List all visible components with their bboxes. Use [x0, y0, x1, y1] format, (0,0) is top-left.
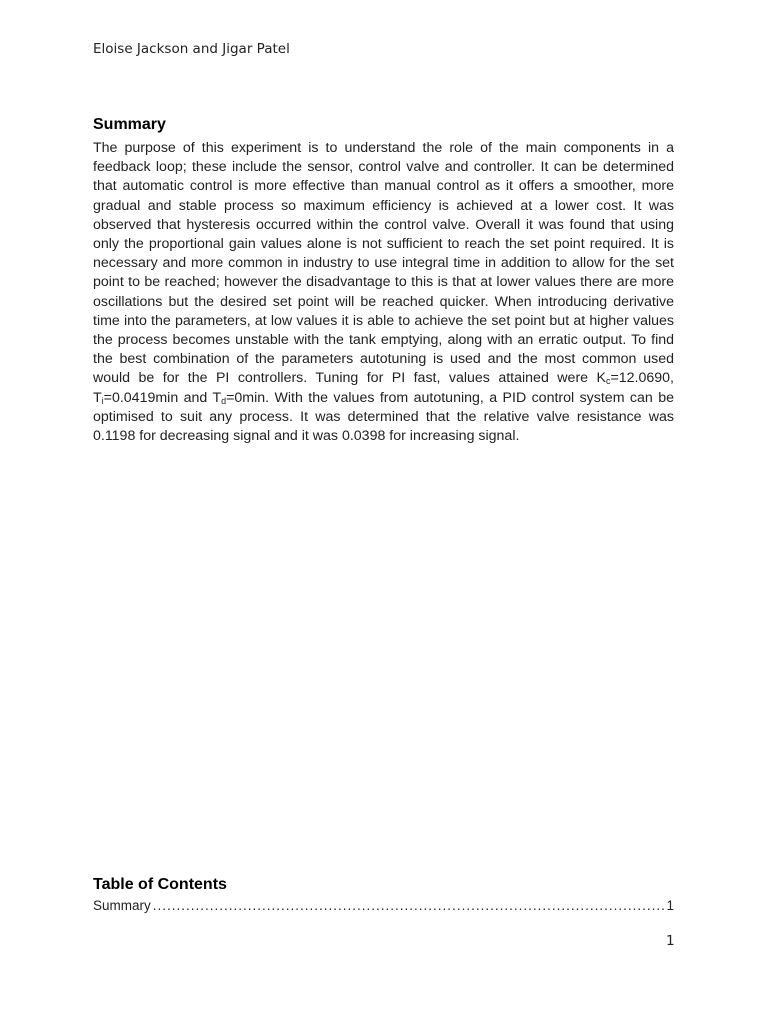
kc-subscript: c [605, 376, 611, 387]
ti-subscript: i [101, 395, 104, 406]
toc-heading: Table of Contents [93, 876, 227, 893]
toc-dot-leader [153, 898, 665, 913]
page-number: 1 [666, 933, 675, 949]
summary-text-part-4: =0min. With the values from autotuning, a PID control system can be optimised to suit any process. It was determined that the relative valve resistance was 0.1198 for decreasing signal and it was 0.0398 for increasing signal. [93, 389, 674, 445]
toc-entry-summary[interactable] [93, 898, 674, 913]
td-subscript: d [221, 395, 227, 406]
summary-text-part-1: The purpose of this experiment is to understand the role of the main components in a feedback loop; these include the sensor, control valve and controller. It can be determined that automatic control is more effective than manual control as it offers a smoother, more gradual and stable process so maximum efficiency is achieved at a lower cost. It was observed that hysteresis occurred within the control valve. Overall it was found that using only the proportional gain values alone is not sufficient to reach the set point required. It is necessary and more common in industry to use integral time in addition to allow for the set point to be reached; however the disadvantage to this is that at lower values there are more oscillations but the desired set point will be reached quicker. When introducing derivative time into the parameters, at low values it is able to achieve the set point but at higher values the process becomes unstable with the tank emptying, along with an erratic output. To find the best combination of the parameters autotuning is used and the most common used would be for the PI controllers. Tuning for PI fast, values attained were K [93, 140, 674, 387]
toc-entry-label: Summary [93, 898, 151, 913]
page-header-authors: Eloise Jackson and Jigar Patel [93, 41, 290, 57]
summary-text-part-3: =0.0419min and T [103, 389, 222, 406]
summary-paragraph [93, 139, 674, 446]
toc-entry-page: 1 [666, 898, 674, 913]
summary-heading: Summary [93, 116, 166, 133]
summary-text-part-2: =12.0690, T [93, 370, 674, 406]
